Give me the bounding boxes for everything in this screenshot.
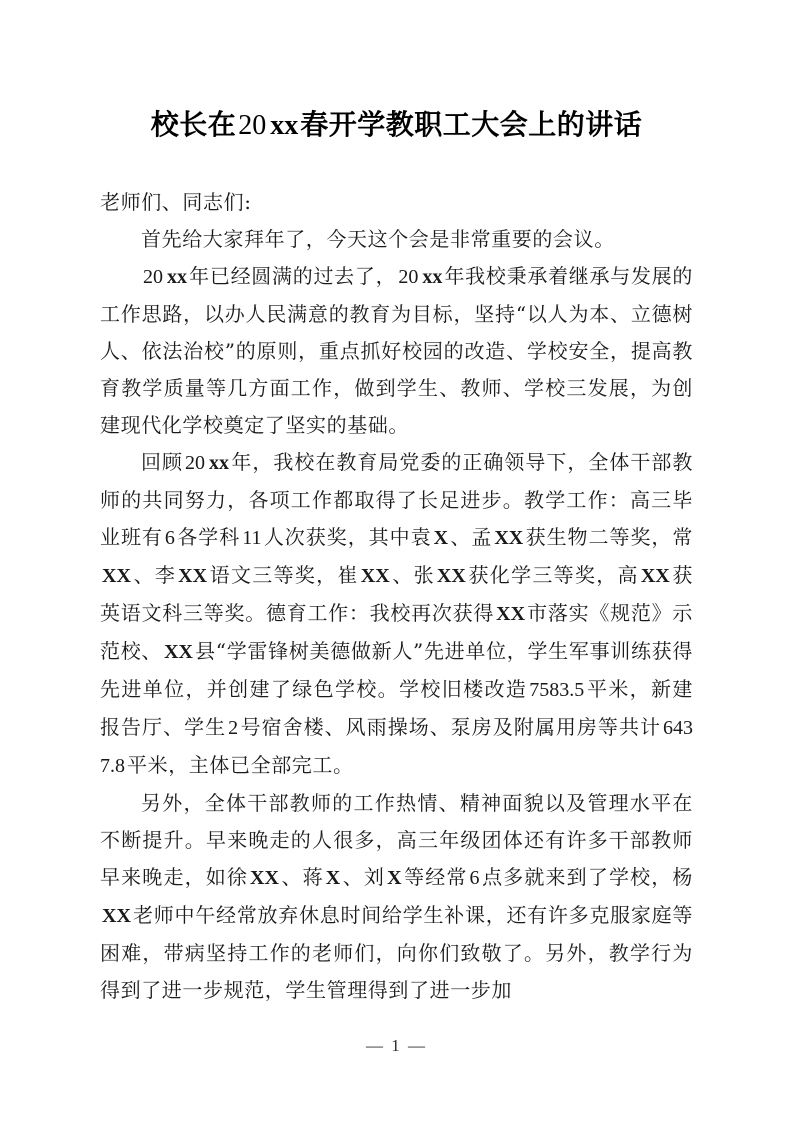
paragraph-4: 另外，全体干部教师的工作热情、精神面貌以及管理水平在不断提升。早来晚走的人很多，高三年级团体还有许多干部教师早来晚走，如徐 XX 、蒋 X 、刘 X 等经常 6 点多就来到了学校，杨XX 老师中午经常放弃休息时间给学生补课，还有许多克服家庭等困难，带病坚持工作的老师们，向你们致敬了。另外，教学行为得到了进一步规范，学生管理得到了进一步加 xyxy=(100,791,694,1002)
page-title: 校长在20 xx春开学教职工大会上的讲话 xyxy=(150,110,643,141)
page-number-footer: — 1 — xyxy=(366,1036,427,1055)
salutation: 老师们、同志们: xyxy=(100,190,252,214)
document-body xyxy=(100,184,693,1009)
paragraph-2: 20 xx 年已经圆满的过去了， 20 xx 年我校秉承着继承与发展的工作思路，以办人民满意的教育为目标，坚持“以人为本、立德树人、依法治校”的原则，重点抓好校园的改造、学校安全，提高教育教学质量等几方面工作，做到学生、教师、学校三发展，为创建现代化学校奠定了坚实的基础。 xyxy=(100,264,694,437)
paragraph-3: 回顾 20 xx 年，我校在教育局党委的正确领导下，全体干部教师的共同努力，各项工作都取得了长足进步。教学工作：高三毕业班有 6 各学科 11 人次获奖，其中袁 X 、孟 XX 获生物二等奖，常XX 、李 XX 语文三等奖，崔 XX 、张 XX 获化学三等奖，高 XX 获英语文科三等奖。德育工作：我校再次获得 XX 市落实《规范》示范校、 XX 县“学雷锋树美德做新人”先进单位，学生军事训练获得先进单位，并创建了绿色学校。学校旧楼改造 7583.5 平米，新建报告厅、学生 2 号宿舍楼、风雨操场、泵房及附属用房等共计 6437.8 平米，主体已全部完工。 xyxy=(100,450,694,777)
paragraph-1: 首先给大家拜年了，今天这个会是非常重要的会议。 xyxy=(141,227,615,251)
document-content xyxy=(100,0,693,1009)
